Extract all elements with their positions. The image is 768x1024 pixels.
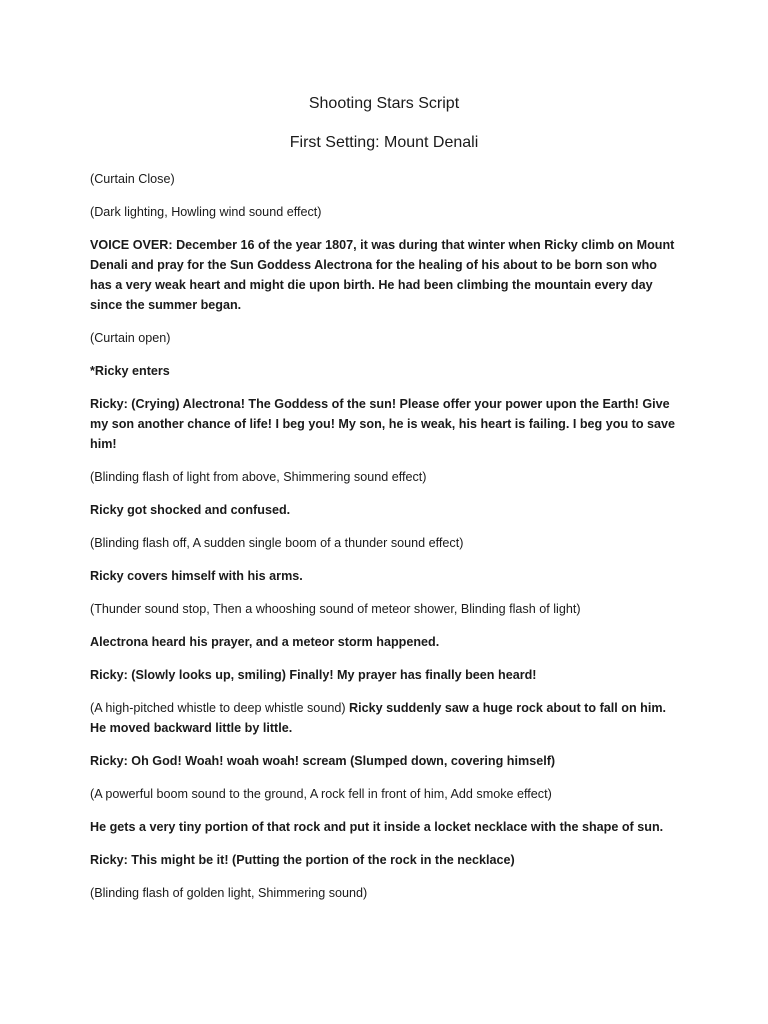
stage-direction: (Blinding flash of golden light, Shimmering sound) — [90, 886, 368, 900]
action-line: Ricky got shocked and confused. — [90, 503, 291, 517]
stage-direction: (Blinding flash off, A sudden single boom of a thunder sound effect) — [90, 536, 464, 550]
stage-direction: (Curtain Close) — [90, 172, 175, 186]
action-line: *Ricky enters — [90, 364, 170, 378]
stage-direction-inline: (A high-pitched whistle to deep whistle sound) — [90, 701, 350, 715]
voice-over-line: VOICE OVER: December 16 of the year 1807, it was during that winter when Ricky climb on Mount Denali and pray for the Sun Goddess Alectrona for the healing of his about to be born son who has a very weak heart and might die upon birth. He had been climbing the mountain every day since the summer began. — [90, 238, 675, 312]
mixed-line — [90, 698, 678, 738]
dialogue-line: Ricky: (Slowly looks up, smiling) Finally! My prayer has finally been heard! — [90, 668, 537, 682]
stage-direction: (Curtain open) — [90, 331, 171, 345]
document-body — [90, 93, 678, 916]
action-inline: Ricky suddenly saw a huge rock about to fall on him. He moved backward little by little. — [90, 701, 667, 735]
stage-direction: (Blinding flash of light from above, Shimmering sound effect) — [90, 470, 427, 484]
dialogue-line: Ricky: This might be it! (Putting the portion of the rock in the necklace) — [90, 853, 515, 867]
dialogue-line: Ricky: Oh God! Woah! woah woah! scream (Slumped down, covering himself) — [90, 754, 556, 768]
stage-direction: (Thunder sound stop, Then a whooshing sound of meteor shower, Blinding flash of light) — [90, 602, 581, 616]
action-line: He gets a very tiny portion of that rock and put it inside a locket necklace with the shape of sun. — [90, 820, 664, 834]
stage-direction: (A powerful boom sound to the ground, A rock fell in front of him, Add smoke effect) — [90, 787, 552, 801]
document-title: Shooting Stars Script — [308, 95, 460, 112]
action-line: Ricky covers himself with his arms. — [90, 569, 303, 583]
document-subtitle: First Setting: Mount Denali — [289, 134, 479, 151]
stage-direction: (Dark lighting, Howling wind sound effect) — [90, 205, 322, 219]
action-line: Alectrona heard his prayer, and a meteor storm happened. — [90, 635, 440, 649]
dialogue-line: Ricky: (Crying) Alectrona! The Goddess of the sun! Please offer your power upon the Earth! Give my son another chance of life! I beg you! My son, he is weak, his heart is failing. I beg you to save him! — [90, 397, 676, 451]
